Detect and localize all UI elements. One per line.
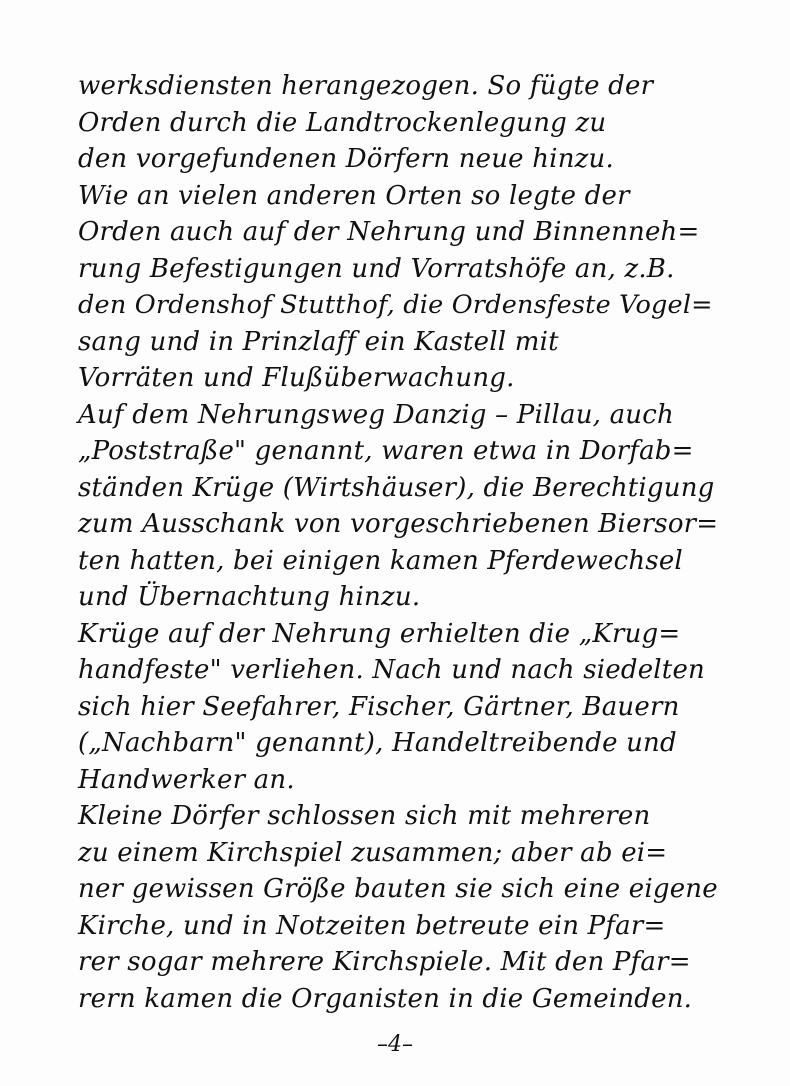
text-line: zum Ausschank von vorgeschriebenen Biersor= xyxy=(78,509,719,539)
text-line: Vorräten und Flußüberwachung. xyxy=(78,363,515,393)
text-line: den vorgefundenen Dörfern neue hinzu. xyxy=(78,144,614,174)
text-line: Handwerker an. xyxy=(78,764,295,795)
text-line: zu einem Kirchspiel zusammen; aber ab ei= xyxy=(78,837,668,868)
text-line: Orden auch auf der Nehrung und Binnenneh= xyxy=(78,217,700,247)
text-line: rung Befestigungen und Vorratshöfe an, z.B. xyxy=(78,253,675,284)
text-line: ner gewissen Größe bauten sie sich eine eigene xyxy=(78,874,718,904)
text-line: ten hatten, bei einigen kamen Pferdewechsel xyxy=(78,545,683,576)
text-line: rern kamen die Organisten in die Gemeinden. xyxy=(78,983,693,1014)
text-line: sich hier Seefahrer, Fischer, Gärtner, Bauern xyxy=(78,691,680,722)
page-number: –4– xyxy=(377,1032,413,1057)
text-line: Orden durch die Landtrockenlegung zu xyxy=(78,107,607,138)
text-line: („Nachbarn" genannt), Handeltreibende und xyxy=(78,728,677,758)
text-line: den Ordenshof Stutthof, die Ordensfeste Vogel= xyxy=(78,290,713,320)
text-line: sang und in Prinzlaff ein Kastell mit xyxy=(78,326,559,357)
text-line: Krüge auf der Nehrung erhielten die „Krug= xyxy=(78,618,681,649)
text-line: Kirche, und in Notzeiten betreute ein Pfar= xyxy=(78,910,666,941)
text-line: „Poststraße" genannt, waren etwa in Dorfab= xyxy=(78,436,694,466)
text-line: werksdiensten herangezogen. So fügte der xyxy=(78,71,654,101)
text-line: und Übernachtung hinzu. xyxy=(78,582,421,612)
text-line: handfeste" verliehen. Nach und nach siedelten xyxy=(78,655,705,685)
text-line: rer sogar mehrere Kirchspiele. Mit den Pfar= xyxy=(78,947,691,977)
handwritten-text-body xyxy=(78,68,718,1017)
text-line: ständen Krüge (Wirtshäuser), die Berechtigung xyxy=(78,472,715,503)
text-line: Auf dem Nehrungsweg Danzig – Pillau, auch xyxy=(78,399,674,430)
text-line: Kleine Dörfer schlossen sich mit mehreren xyxy=(78,801,651,831)
text-line: Wie an vielen anderen Orten so legte der xyxy=(78,180,630,211)
